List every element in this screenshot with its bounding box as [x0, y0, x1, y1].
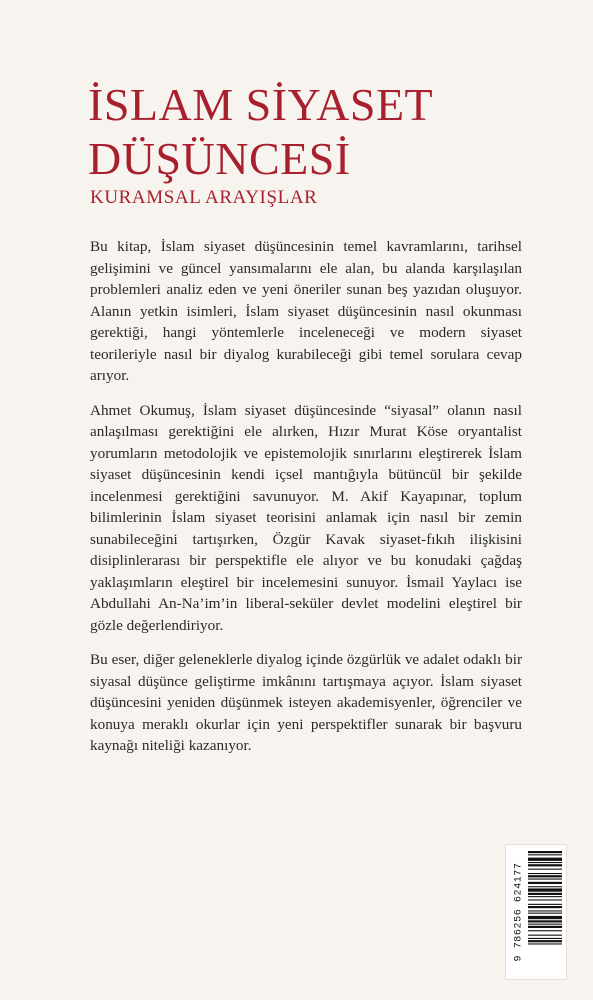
isbn-number	[512, 845, 526, 979]
barcode-bar	[528, 916, 562, 919]
barcode-bar	[528, 893, 562, 895]
barcode-bar	[528, 864, 562, 866]
barcode-bar	[528, 888, 562, 891]
barcode-bar	[528, 943, 562, 944]
book-title	[88, 78, 433, 186]
barcode-bar	[528, 938, 562, 939]
barcode-bar	[528, 904, 562, 905]
barcode-bar	[528, 920, 562, 922]
book-subtitle: KURAMSAL ARAYIŞLAR	[90, 187, 318, 208]
barcode-bar	[528, 935, 562, 936]
book-title-line-1: İSLAM SİYASET	[88, 79, 434, 130]
barcode-bar	[528, 851, 562, 853]
barcode-bar	[528, 854, 562, 855]
barcode-bar	[528, 873, 562, 874]
isbn-number-text: 9 786256 624177	[513, 862, 525, 962]
isbn-barcode	[505, 844, 567, 980]
barcode-bar	[528, 899, 562, 900]
barcode-bar	[528, 862, 562, 863]
barcode-bar	[528, 910, 562, 911]
barcode-bar	[528, 886, 562, 887]
barcode-bar	[528, 913, 562, 914]
blurb-paragraph-2: Ahmet Okumuş, İslam siyaset düşüncesinde “siyasal” olanın nasıl anlaşılması gerektiğini ele alırken, Hızır Murat Köse oryantalist yorumların metodolojik ve epistemolojik sınırlarını eleştirerek İslam siyaset düşüncesinin kendi içsel mantığıyla bütüncül bir şekilde incelenmesi gerektiğini savunuyor. M. Akif Kayapınar, toplum bilimlerinin İslam siyaset teorisini anlamak için nasıl bir zemin sunabileceğini tartışırken, Özgür Kavak siyaset-fıkıh ilişkisini disiplinlerarası bir perspektifle ele alıyor ve bu konudaki çağdaş yaklaşımların eleştirel bir incelemesini sunuyor. İsmail Yaylacı ise Abdullahi An-Na’im’in liberal-seküler devlet modelini eleştirel bir gözle değerlendiriyor.	[90, 401, 522, 634]
blurb-paragraph-3: Bu eser, diğer geleneklerle diyalog içinde özgürlük ve adalet odaklı bir siyasal düşünce geliştirme imkânını tartışmaya açıyor. İslam siyaset düşüncesini yeniden düşünmek isteyen akademisyenler, öğrenciler ve konuya meraklı okurlar için yeni perspektifler sunarak bir başvuru kaynağı niteliği kazanıyor.	[90, 651, 522, 754]
barcode-bar	[528, 906, 562, 908]
barcode-bar	[528, 926, 562, 928]
barcode-bar	[528, 869, 562, 870]
barcode-bar	[528, 858, 562, 861]
barcode-bar	[528, 930, 562, 931]
barcode-bar	[528, 879, 562, 880]
barcode-bars-icon	[528, 851, 562, 973]
barcode-bar	[528, 896, 562, 897]
book-title-line-2: DÜŞÜNCESİ	[88, 133, 351, 184]
barcode-bar	[528, 924, 562, 925]
barcode-bar	[528, 882, 562, 884]
barcode-bar	[528, 940, 562, 942]
barcode-bar	[528, 875, 562, 877]
blurb-paragraph-1: Bu kitap, İslam siyaset düşüncesinin temel kavramlarını, tarihsel gelişimini ve güncel yansımalarını ele alan, bu alanda karşılaşılan problemleri analiz eden ve yeni öneriler sunan beş yazıdan oluşuyor. Alanın yetkin isimleri, İslam siyaset düşüncesinin nasıl okunması gerektiği, hangi yöntemlerle inceleneceği ve modern siyaset teorileriyle nasıl bir diyalog kurabileceği gibi temel sorulara cevap arıyor.	[90, 238, 522, 384]
blurb	[90, 236, 522, 770]
